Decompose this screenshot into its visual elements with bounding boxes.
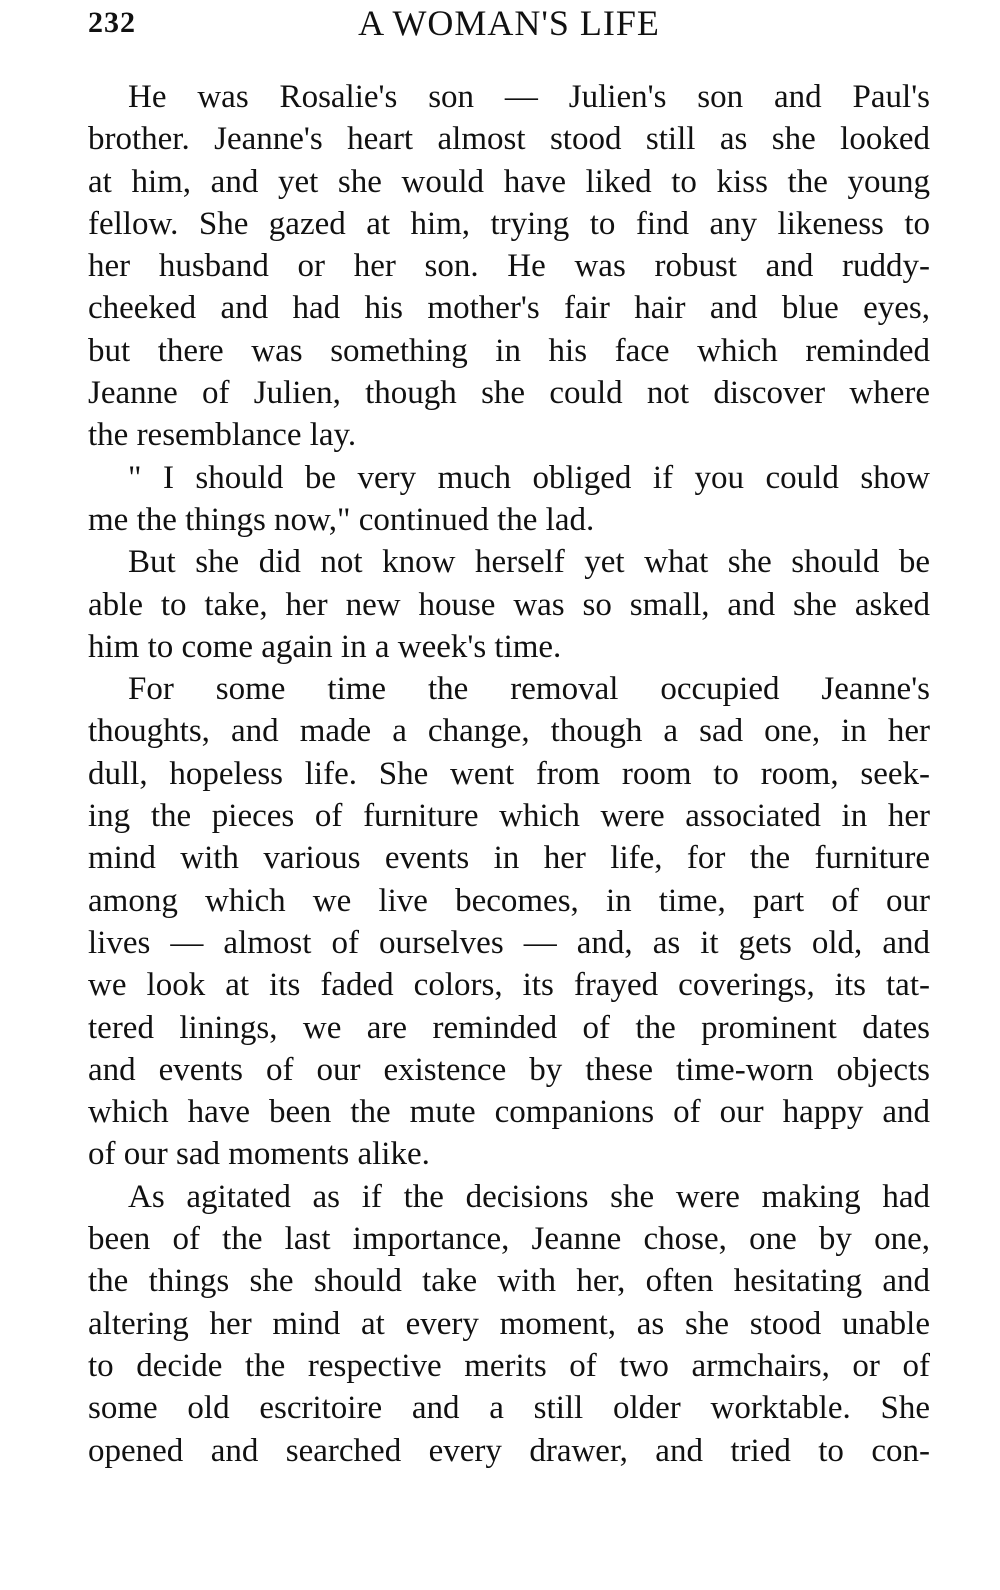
text-line: cheeked and had his mother's fair hair and blue eyes, xyxy=(88,290,930,327)
paragraph xyxy=(88,541,930,668)
paragraph xyxy=(88,1176,930,1472)
text-line: at him, and yet she would have liked to kiss the young xyxy=(88,163,930,200)
text-line: As agitated as if the decisions she were making had xyxy=(128,1178,930,1215)
text-line: of our sad moments alike. xyxy=(88,1136,430,1173)
text-line: and events of our existence by these time-worn objects xyxy=(88,1051,930,1088)
text-line: but there was something in his face which reminded xyxy=(88,332,930,369)
paragraph xyxy=(88,668,930,1176)
running-head xyxy=(88,0,930,56)
book-page xyxy=(88,0,930,1472)
text-line: been of the last importance, Jeanne chose, one by one, xyxy=(88,1221,930,1258)
text-line: him to come again in a week's time. xyxy=(88,628,562,665)
text-line: to decide the respective merits of two armchairs, or of xyxy=(88,1347,930,1384)
text-line: " I should be very much obliged if you could show xyxy=(128,459,930,496)
text-line: thoughts, and made a change, though a sad one, in her xyxy=(88,713,930,750)
text-line: lives — almost of ourselves — and, as it gets old, and xyxy=(88,924,930,961)
text-line: her husband or her son. He was robust and ruddy- xyxy=(88,248,930,285)
text-line: among which we live becomes, in time, part of our xyxy=(88,882,930,919)
text-line: brother. Jeanne's heart almost stood still as she looked xyxy=(88,121,930,158)
running-title: A WOMAN'S LIFE xyxy=(358,3,660,43)
text-line: opened and searched every drawer, and tried to con- xyxy=(88,1432,930,1469)
body-text xyxy=(88,76,930,1472)
text-line: Jeanne of Julien, though she could not discover where xyxy=(88,375,930,412)
text-line: we look at its faded colors, its frayed coverings, its tat- xyxy=(88,967,930,1004)
text-line: able to take, her new house was so small, and she asked xyxy=(88,586,930,623)
paragraph xyxy=(88,76,930,457)
text-line: fellow. She gazed at him, trying to find any likeness to xyxy=(88,205,930,242)
text-line: He was Rosalie's son — Julien's son and Paul's xyxy=(128,79,930,115)
text-line: altering her mind at every moment, as she stood unable xyxy=(88,1305,930,1342)
text-line: which have been the mute companions of our happy and xyxy=(88,1094,930,1131)
text-line: dull, hopeless life. She went from room to room, seek- xyxy=(88,755,930,792)
text-line: ing the pieces of furniture which were associated in her xyxy=(88,798,930,835)
text-line: tered linings, we are reminded of the prominent dates xyxy=(88,1009,930,1046)
paragraph xyxy=(88,457,930,542)
text-line: mind with various events in her life, for the furniture xyxy=(88,840,930,877)
text-line: the resemblance lay. xyxy=(88,417,357,454)
page-number: 232 xyxy=(88,6,136,39)
text-line: For some time the removal occupied Jeanne's xyxy=(128,671,930,708)
text-line: me the things now," continued the lad. xyxy=(88,501,595,538)
text-line: But she did not know herself yet what she should be xyxy=(128,544,930,581)
text-line: some old escritoire and a still older worktable. She xyxy=(88,1390,930,1427)
text-line: the things she should take with her, often hesitating and xyxy=(88,1263,930,1300)
